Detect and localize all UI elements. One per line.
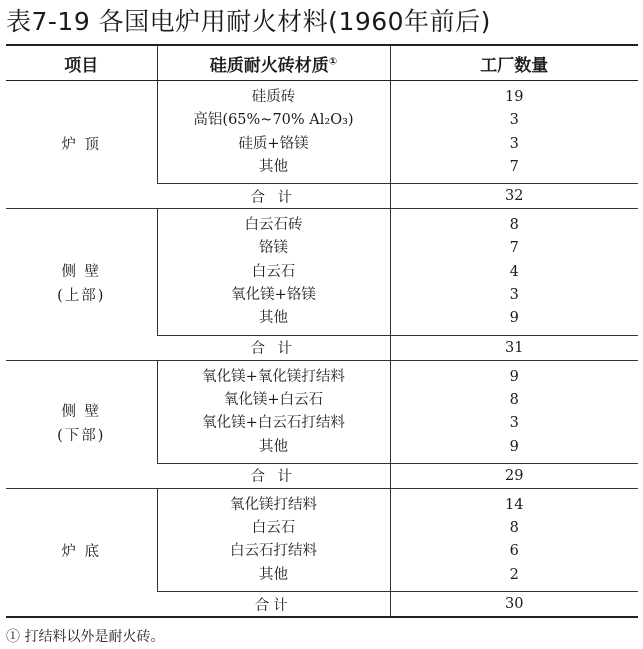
count-cell: 3 [509, 112, 519, 129]
material-list [157, 209, 390, 335]
material-cell: 氧化镁打结料 [230, 496, 317, 513]
material-cell: 其他 [259, 438, 288, 455]
group-row [6, 360, 638, 463]
header-material [157, 45, 390, 81]
count-cell: 3 [509, 415, 519, 432]
count-cell: 4 [509, 263, 519, 280]
count-list [390, 360, 638, 463]
group-item-line1: 侧 壁 [61, 404, 102, 421]
group-item-line2: (上部) [57, 288, 106, 305]
group-item-line1: 侧 壁 [61, 264, 102, 281]
count-cell: 7 [509, 240, 519, 257]
material-cell: 氧化镁+白云石打结料 [202, 415, 345, 432]
group-row [6, 488, 638, 591]
table-title: 表7-19 各国电炉用耐火材料(1960年前后) [6, 7, 491, 36]
count-cell: 9 [509, 368, 519, 385]
material-cell: 白云石打结料 [230, 543, 317, 560]
header-item: 项目 [6, 45, 157, 81]
refractory-table [6, 44, 638, 618]
count-cell: 8 [509, 217, 519, 234]
count-cell: 8 [509, 520, 519, 537]
sum-label: 合 计 [157, 184, 390, 209]
count-cell: 14 [505, 496, 524, 513]
group-item [6, 488, 157, 617]
header-count: 工厂数量 [390, 45, 638, 81]
sum-value: 31 [390, 335, 638, 360]
material-cell: 氧化镁+白云石 [223, 391, 324, 408]
material-list [157, 360, 390, 463]
count-cell: 9 [509, 310, 519, 327]
group-item [6, 81, 157, 209]
count-cell: 7 [509, 158, 519, 175]
sum-label: 合计 [157, 592, 390, 618]
table-body [6, 81, 638, 618]
count-cell: 2 [509, 566, 519, 583]
group-row [6, 81, 638, 184]
material-cell: 其他 [259, 158, 288, 175]
header-material-note: ① [328, 55, 338, 67]
material-cell: 氧化镁+氧化镁打结料 [202, 368, 345, 385]
material-cell: 硅质+铬镁 [238, 135, 309, 152]
count-list [390, 488, 638, 591]
material-cell: 白云石 [251, 263, 296, 280]
count-cell: 9 [509, 438, 519, 455]
material-cell: 其他 [259, 310, 288, 327]
material-list [157, 488, 390, 591]
group-item-line1: 炉 底 [61, 544, 102, 561]
group-item [6, 360, 157, 488]
sum-value: 32 [390, 184, 638, 209]
material-cell: 铬镁 [259, 240, 288, 257]
group-item [6, 209, 157, 360]
group-item-line2: (下部) [57, 428, 106, 445]
count-list [390, 81, 638, 184]
count-cell: 3 [509, 135, 519, 152]
material-cell: 硅质砖 [251, 89, 296, 105]
sum-label: 合 计 [157, 335, 390, 360]
sum-value: 29 [390, 463, 638, 488]
count-cell: 8 [509, 391, 519, 408]
header-material-label: 硅质耐火砖材质 [209, 55, 329, 76]
sum-value: 30 [390, 592, 638, 618]
count-cell: 6 [509, 543, 519, 560]
header-row [6, 45, 638, 81]
material-cell: 白云石 [251, 520, 296, 537]
material-cell: 高铝(65%~70% Al₂O₃) [193, 112, 354, 129]
material-cell: 氧化镁+铬镁 [231, 287, 316, 304]
footnote: ① 打结料以外是耐火砖。 [6, 629, 165, 645]
group-item-line1: 炉 顶 [61, 136, 102, 153]
group-row [6, 209, 638, 335]
count-cell: 3 [509, 287, 519, 304]
count-list [390, 209, 638, 335]
material-cell: 其他 [259, 566, 288, 583]
count-cell: 19 [505, 89, 524, 105]
material-list [157, 81, 390, 184]
sum-label: 合 计 [157, 463, 390, 488]
material-cell: 白云石砖 [244, 217, 303, 234]
